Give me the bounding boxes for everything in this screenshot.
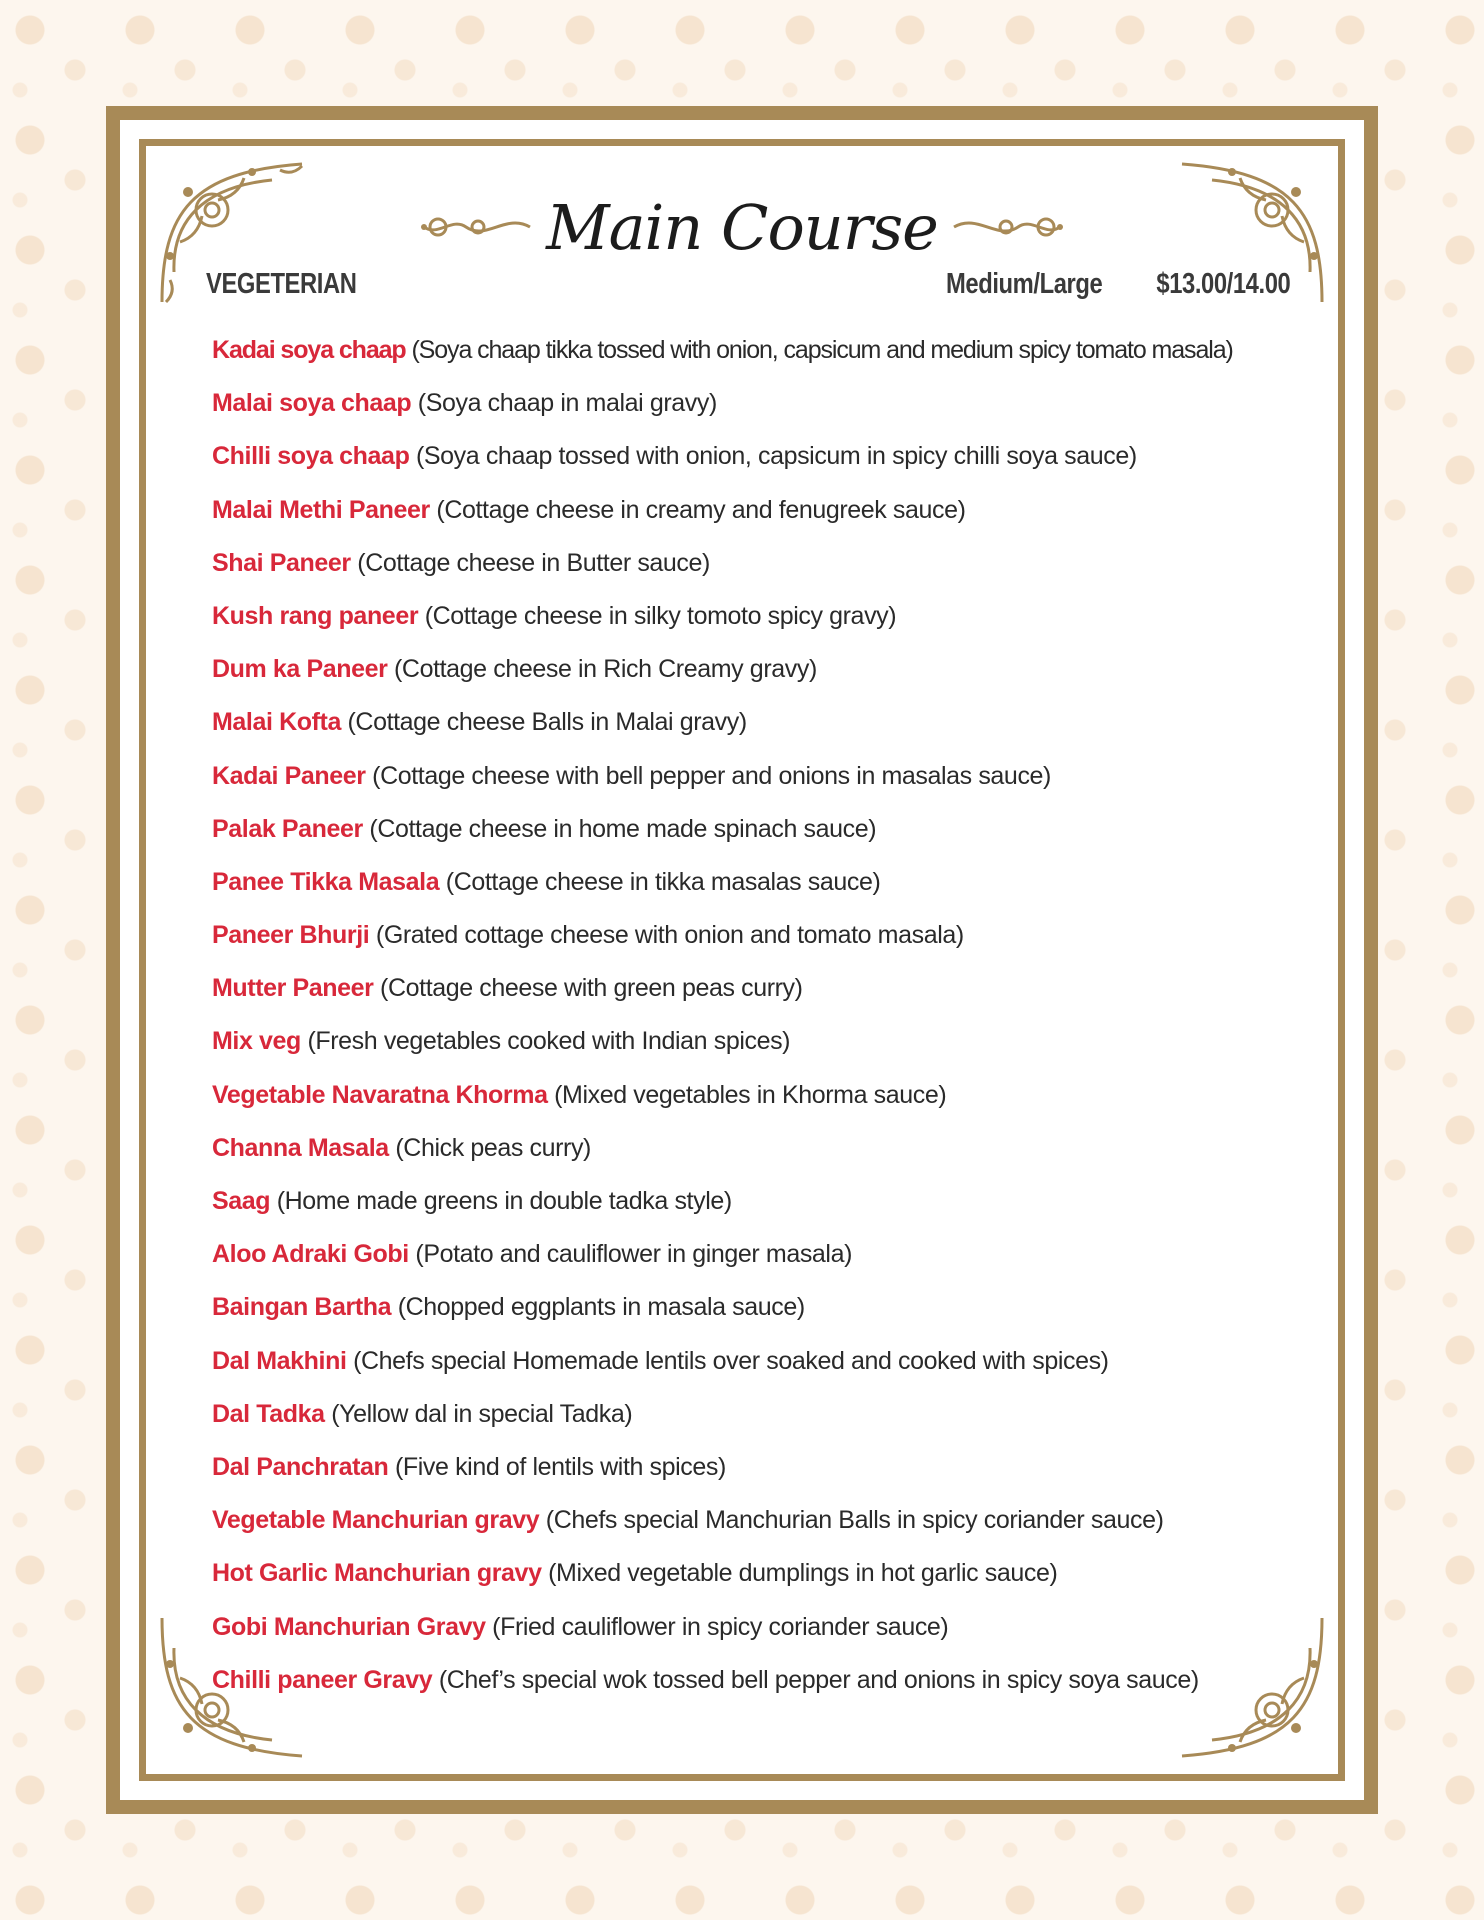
dish-name: Malai Methi Paneer [212,495,430,524]
dish-name: Kush rang paneer [212,601,419,630]
list-item [212,1023,1252,1076]
dish-description: (Cottage cheese in Rich Creamy gravy) [387,655,817,684]
list-item [212,864,1252,917]
list-item [212,1343,1252,1396]
menu-list [212,332,1252,1715]
dish-name: Channa Masala [212,1133,389,1162]
dish-description: (Chopped eggplants in masala sauce) [391,1293,805,1322]
flourish-right-icon [950,207,1068,247]
list-item [212,332,1252,385]
list-item [212,811,1252,864]
dish-name: Dal Makhini [212,1346,347,1375]
list-item [212,492,1252,545]
dish-description: (Home made greens in double tadka style) [270,1187,732,1215]
menu-frame [106,106,1378,1814]
dish-name: Saag [212,1187,271,1215]
price-label: $13.00/14.00 [1156,268,1290,300]
dish-description: (Fresh vegetables cooked with Indian spices) [300,1027,791,1056]
dish-description: (Cottage cheese in home made spinach sauce) [362,814,877,843]
dish-name: Vegetable Manchurian gravy [212,1506,540,1535]
dish-description: (Soya chaap tossed with onion, capsicum in spicy chilli soya sauce) [409,442,1137,471]
dish-name: Gobi Manchurian Gravy [212,1612,486,1641]
list-item [212,1502,1252,1555]
list-item [212,1449,1252,1502]
list-item [212,545,1252,598]
menu-card [139,139,1345,1781]
dish-description: (Cottage cheese in creamy and fenugreek sauce) [429,495,966,524]
dish-name: Dal Panchratan [212,1452,389,1481]
dish-name: Vegetable Navaratna Khorma [212,1080,548,1109]
dish-description: (Soya chaap in malai gravy) [411,389,717,418]
dish-name: Chilli soya chaap [212,442,410,471]
list-item [212,970,1252,1023]
dish-name: Paneer Bhurji [212,921,370,950]
dish-description: (Grated cottage cheese with onion and tomato masala) [369,921,964,950]
size-label: Medium/Large [946,268,1103,300]
list-item [212,598,1252,651]
dish-description: (Chefs special Homemade lentils over soaked and cooked with spices) [346,1346,1109,1375]
dish-name: Chilli paneer Gravy [212,1665,433,1694]
list-item [212,1077,1252,1130]
dish-description: (Cottage cheese in silky tomoto spicy gravy) [418,601,897,630]
list-item [212,1609,1252,1662]
list-item [212,917,1252,970]
dish-name: Kadai soya chaap [212,336,406,364]
dish-description: (Potato and cauliflower in ginger masala) [408,1240,853,1269]
list-item [212,704,1252,757]
section-header [206,268,1294,308]
dish-description: (Fried cauliflower in spicy coriander sauce) [485,1612,949,1641]
dish-description: (Cottage cheese in tikka masalas sauce) [439,867,881,896]
dish-name: Panee Tikka Masala [212,867,440,896]
list-item [212,385,1252,438]
dish-description: (Chick peas curry) [388,1133,591,1162]
title-row [146,182,1338,272]
dish-name: Baingan Bartha [212,1293,392,1322]
dish-description: (Cottage cheese Balls in Malai gravy) [340,708,747,737]
dish-name: Kadai Paneer [212,761,366,790]
dish-name: Dum ka Paneer [212,655,388,684]
dish-name: Dal Tadka [212,1399,325,1428]
frame-mat [120,120,1364,1800]
list-item [212,1236,1252,1289]
dish-description: (Five kind of lentils with spices) [388,1452,726,1481]
dish-name: Mix veg [212,1027,301,1056]
list-item [212,438,1252,491]
dish-description: (Chefs special Manchurian Balls in spicy coriander sauce) [539,1506,1164,1535]
list-item [212,1396,1252,1449]
dish-name: Malai Kofta [212,708,341,737]
dish-description: (Cottage cheese with green peas curry) [373,974,803,1003]
flourish-left-icon [416,207,534,247]
dish-name: Hot Garlic Manchurian gravy [212,1559,542,1588]
dish-name: Malai soya chaap [212,389,412,418]
list-item [212,1183,1252,1236]
list-item [212,1555,1252,1608]
dish-name: Palak Paneer [212,814,363,843]
list-item [212,758,1252,811]
dish-description: (Cottage cheese in Butter sauce) [350,548,710,577]
dish-name: Mutter Paneer [212,974,374,1003]
dish-description: (Cottage cheese with bell pepper and onions in masalas sauce) [365,761,1051,790]
list-item [212,1289,1252,1342]
list-item [212,1662,1252,1715]
dish-description: (Mixed vegetables in Khorma sauce) [547,1080,947,1109]
list-item [212,1130,1252,1183]
dish-name: Shai Paneer [212,548,351,577]
dish-name: Aloo Adraki Gobi [212,1240,409,1269]
dish-description: (Yellow dal in special Tadka) [324,1399,633,1428]
list-item [212,651,1252,704]
dish-description: (Chef’s special wok tossed bell pepper and onions in spicy soya sauce) [432,1665,1199,1694]
dish-description: (Soya chaap tikka tossed with onion, capsicum and medium spicy tomato masala) [405,336,1233,364]
page-title: Main Course [546,190,938,264]
section-title: VEGETERIAN [206,268,357,300]
dish-description: (Mixed vegetable dumplings in hot garlic sauce) [541,1559,1058,1588]
